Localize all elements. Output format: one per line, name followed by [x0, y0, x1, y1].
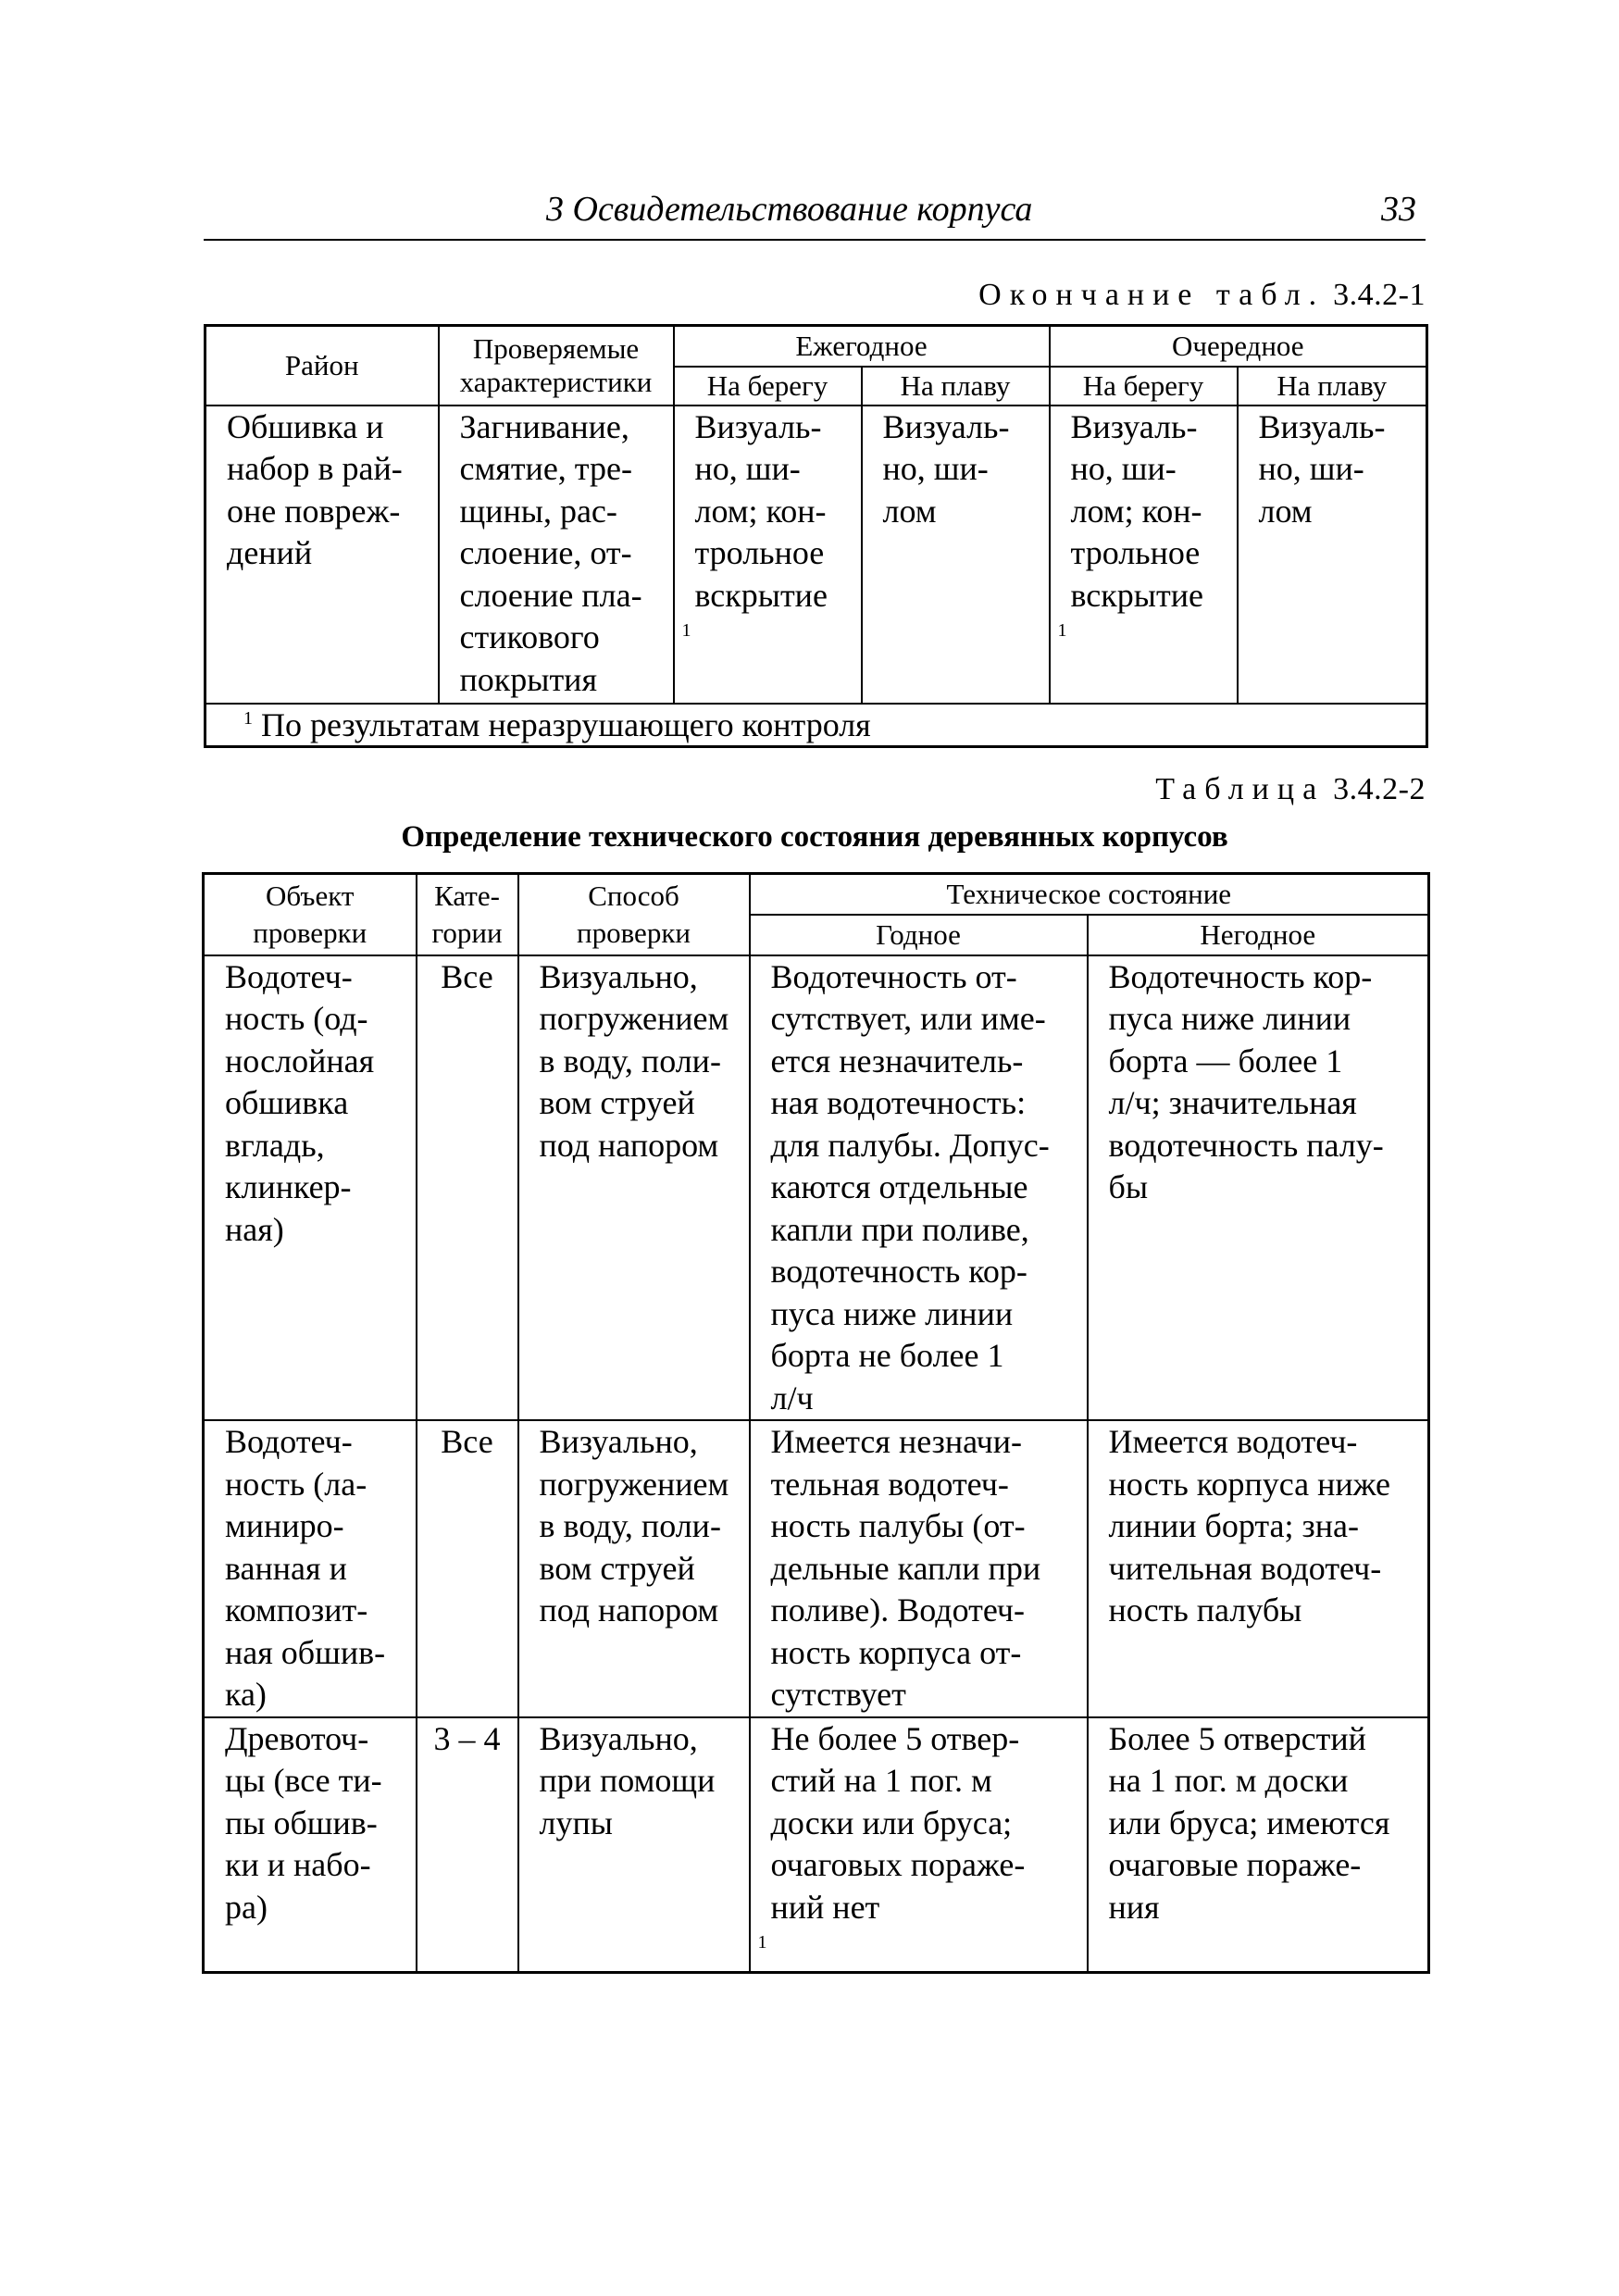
table1-header-checked: Проверяемые характеристики	[439, 326, 674, 406]
table2-cell-category: Все	[417, 955, 518, 1421]
table2-header-bad: Негодное	[1088, 915, 1429, 955]
footnote-mark: 1	[757, 1932, 767, 1953]
table1-caption-number: 3.4.2-1	[1333, 278, 1426, 312]
table-row	[204, 1420, 1429, 1717]
table2-cell-bad: Водотечность кор- пуса ниже линии борта — более 1 л/ч; значительная водотечность палу- бы	[1088, 955, 1429, 1421]
table-row	[205, 406, 1427, 704]
footnote-mark: 1	[243, 707, 253, 729]
table1-caption-word: Окончание табл.	[978, 278, 1326, 312]
table2-cell-method: Визуально, при помощи лупы	[518, 1717, 750, 1973]
table1-header-area: Район	[205, 326, 439, 406]
table-row	[204, 955, 1429, 1421]
table-row	[204, 1717, 1429, 1973]
table2-cell-good: Имеется незначи- тельная водотеч- ность палубы (от- дельные капли при поливе). Водотеч- ность корпуса от- сутствует	[750, 1420, 1088, 1717]
table1-header-regular: Очередное	[1050, 326, 1427, 367]
table2-cell-method: Визуально, погружением в воду, поли- вом струей под напором	[518, 1420, 750, 1717]
table1-cell-checked: Загнивание, смятие, тре- щины, рас- слоение, от- слоение пла- стикового покрытия	[439, 406, 674, 704]
table1-cell-regular-afloat: Визуаль- но, ши- лом	[1238, 406, 1427, 704]
table1-header-annual-ashore: На берегу	[674, 367, 862, 406]
chapter-title: 3 Освидетельствование корпуса	[546, 190, 1033, 229]
table2-cell-category: Все	[417, 1420, 518, 1717]
table2-cell-bad: Более 5 отверстий на 1 пог. м доски или бруса; имеются очаговые пораже- ния	[1088, 1717, 1429, 1973]
table2	[202, 872, 1430, 1974]
running-header	[204, 181, 1426, 241]
table1-cell-area: Обшивка и набор в рай- оне повреж- дений	[205, 406, 439, 704]
table2-cell-method: Визуально, погружением в воду, поли- вом струей под напором	[518, 955, 750, 1421]
table2-cell-bad: Имеется водотеч- ность корпуса ниже линии борта; зна- чительная водотеч- ность палубы	[1088, 1420, 1429, 1717]
page-number: 33	[1381, 190, 1416, 229]
table1-cell-annual-afloat: Визуаль- но, ши- лом	[862, 406, 1050, 704]
table2-cell-good: Не более 5 отвер- стий на 1 пог. м доски или бруса; очаговых пораже- ний нет $^1$	[750, 1717, 1088, 1973]
table2-title: Определение технического состояния деревянных корпусов	[401, 820, 1228, 854]
footnote-mark: 1	[681, 620, 691, 641]
table1-cell-regular-ashore: Визуаль- но, ши- лом; кон- трольное вскрытие $^1$	[1050, 406, 1238, 704]
table2-caption	[204, 772, 1426, 807]
table2-cell-object: Древоточ- цы (все ти- пы обшив- ки и набо- ра)	[204, 1717, 417, 1973]
table1-header-annual: Ежегодное	[674, 326, 1050, 367]
table2-caption-word: Таблица	[1155, 772, 1326, 806]
table1-header-regular-ashore: На берегу	[1050, 367, 1238, 406]
table1-header-annual-afloat: На плаву	[862, 367, 1050, 406]
table1-header-regular-afloat: На плаву	[1238, 367, 1427, 406]
table1-cell-annual-ashore: Визуаль- но, ши- лом; кон- трольное вскрытие $^1$	[674, 406, 862, 704]
table2-header-object: Объект проверки	[204, 874, 417, 955]
footnote-mark: 1	[1057, 620, 1067, 641]
table2-header-category: Кате- гории	[417, 874, 518, 955]
table2-cell-object: Водотеч- ность (од- нослойная обшивка вгладь, клинкер- ная)	[204, 955, 417, 1421]
table2-cell-good: Водотечность от- сутствует, или име- ется незначитель- ная водотечность: для палубы. Допус- каются отдельные капли при поливе, водотечность кор- пуса ниже линии борта не более 1 л/ч	[750, 955, 1088, 1421]
table1-footnote-text: По результатам неразрушающего контроля	[261, 705, 871, 743]
table2-caption-number: 3.4.2-2	[1333, 772, 1426, 806]
table2-cell-category: 3 – 4	[417, 1717, 518, 1973]
table2-header-method: Способ проверки	[518, 874, 750, 955]
table2-header-good: Годное	[750, 915, 1088, 955]
table2-cell-object: Водотеч- ность (ла- миниро- ванная и композит- ная обшив- ка)	[204, 1420, 417, 1717]
table1-footnote	[205, 704, 1427, 747]
table2-header-tech-state: Техническое состояние	[750, 874, 1429, 915]
table1	[204, 324, 1428, 748]
table1-caption	[204, 278, 1426, 313]
